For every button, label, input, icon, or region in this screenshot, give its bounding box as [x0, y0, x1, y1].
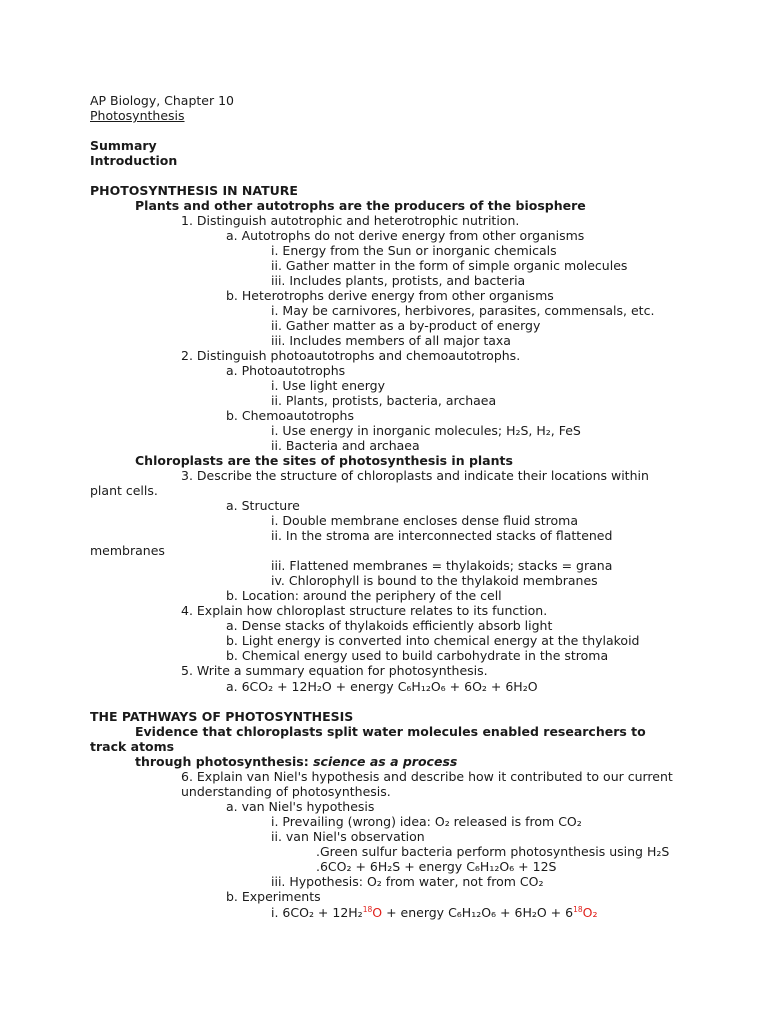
question-4: 4. Explain how chloroplast structure relates to its function. [181, 603, 548, 618]
outline-item: b. Chemical energy used to build carbohydrate in the stroma [226, 648, 609, 663]
course-title: AP Biology, Chapter 10 [90, 93, 235, 108]
outline-item: a. Structure [226, 498, 300, 513]
section-heading: PHOTOSYNTHESIS IN NATURE [90, 183, 298, 198]
outline-item: ii. Plants, protists, bacteria, archaea [271, 393, 497, 408]
summary-heading: Summary [90, 138, 157, 153]
outline-item: iii. Includes plants, protists, and bacteria [271, 273, 526, 288]
outline-item: i. Double membrane encloses dense fluid stroma [271, 513, 579, 528]
isotope-oxygen: O [372, 905, 383, 920]
isotope-oxygen: O₂ [582, 905, 598, 920]
introduction-heading: Introduction [90, 153, 178, 168]
outline-item: iv. Chlorophyll is bound to the thylakoid membranes [271, 573, 598, 588]
question-3-continued: plant cells. [90, 483, 158, 498]
outline-item: b. Experiments [226, 889, 321, 904]
subsection-heading-continued [135, 754, 457, 769]
question-2: 2. Distinguish photoautotrophs and chemoautotrophs. [181, 348, 521, 363]
outline-item: a. Photoautotrophs [226, 363, 346, 378]
isotope-mass-number: 18 [362, 904, 373, 914]
outline-item: ii. Bacteria and archaea [271, 438, 420, 453]
question-6-continued: understanding of photosynthesis. [181, 784, 391, 799]
subsection-heading: Evidence that chloroplasts split water molecules enabled researchers to [135, 724, 646, 739]
question-3: 3. Describe the structure of chloroplasts and indicate their locations within [181, 468, 649, 483]
equation-reactants: a. 6CO₂ + 12H₂O + energy [226, 679, 394, 694]
outline-item: ii. In the stroma are interconnected stacks of flattened [271, 528, 613, 543]
equation-reactants: .6CO₂ + 6H₂S + energy [316, 859, 463, 874]
outline-item: iii. Flattened membranes = thylakoids; stacks = grana [271, 558, 613, 573]
outline-item: a. Autotrophs do not derive energy from other organisms [226, 228, 585, 243]
outline-item: iii. Includes members of all major taxa [271, 333, 511, 348]
outline-item: i. May be carnivores, herbivores, parasites, commensals, etc. [271, 303, 655, 318]
outline-item: i. Use energy in inorganic molecules; H₂S, H₂, FeS [271, 423, 581, 438]
equation-reactants: i. 6CO₂ + 12H₂ [271, 905, 363, 920]
equation-products: C₆H₁₂O₆ + 6H₂O + 6 [448, 905, 574, 920]
outline-item: iii. Hypothesis: O₂ from water, not from CO₂ [271, 874, 544, 889]
outline-item: i. Prevailing (wrong) idea: O₂ released is from CO₂ [271, 814, 582, 829]
subsection-heading: Chloroplasts are the sites of photosynthesis in plants [135, 453, 513, 468]
outline-item: ii. Gather matter as a by-product of energy [271, 318, 541, 333]
subsection-text: through photosynthesis: [135, 754, 309, 769]
equation-energy: + energy [386, 905, 445, 920]
question-1: 1. Distinguish autotrophic and heterotrophic nutrition. [181, 213, 520, 228]
subsection-heading: Plants and other autotrophs are the producers of the biosphere [135, 198, 586, 213]
outline-item: ii. Gather matter in the form of simple organic molecules [271, 258, 628, 273]
isotope-mass-number: 18 [573, 904, 583, 914]
section-heading: THE PATHWAYS OF PHOTOSYNTHESIS [90, 709, 354, 724]
question-6: 6. Explain van Niel's hypothesis and describe how it contributed to our current [181, 769, 673, 784]
equation-products: C₆H₁₂O₆ + 12S [466, 859, 557, 874]
outline-item: b. Heterotrophs derive energy from other organisms [226, 288, 554, 303]
outline-item: b. Chemoautotrophs [226, 408, 354, 423]
topic-title: Photosynthesis [90, 108, 185, 123]
equation-products: C₆H₁₂O₆ + 6O₂ + 6H₂O [397, 679, 538, 694]
outline-item: i. Energy from the Sun or inorganic chemicals [271, 243, 557, 258]
outline-item: b. Location: around the periphery of the cell [226, 588, 502, 603]
isotope-equation-line [271, 905, 597, 920]
outline-item: i. Use light energy [271, 378, 385, 393]
subsection-heading-continued: track atoms [90, 739, 175, 754]
outline-item: .Green sulfur bacteria perform photosynthesis using H₂S [316, 844, 670, 859]
equation-line [226, 679, 538, 694]
outline-item: b. Light energy is converted into chemical energy at the thylakoid [226, 633, 640, 648]
equation-line [316, 859, 556, 874]
outline-item-continued: membranes [90, 543, 165, 558]
outline-item: a. van Niel's hypothesis [226, 799, 375, 814]
outline-item: ii. van Niel's observation [271, 829, 425, 844]
outline-item: a. Dense stacks of thylakoids efficiently absorb light [226, 618, 553, 633]
question-5: 5. Write a summary equation for photosynthesis. [181, 663, 488, 678]
subsection-emphasis: science as a process [313, 754, 458, 769]
